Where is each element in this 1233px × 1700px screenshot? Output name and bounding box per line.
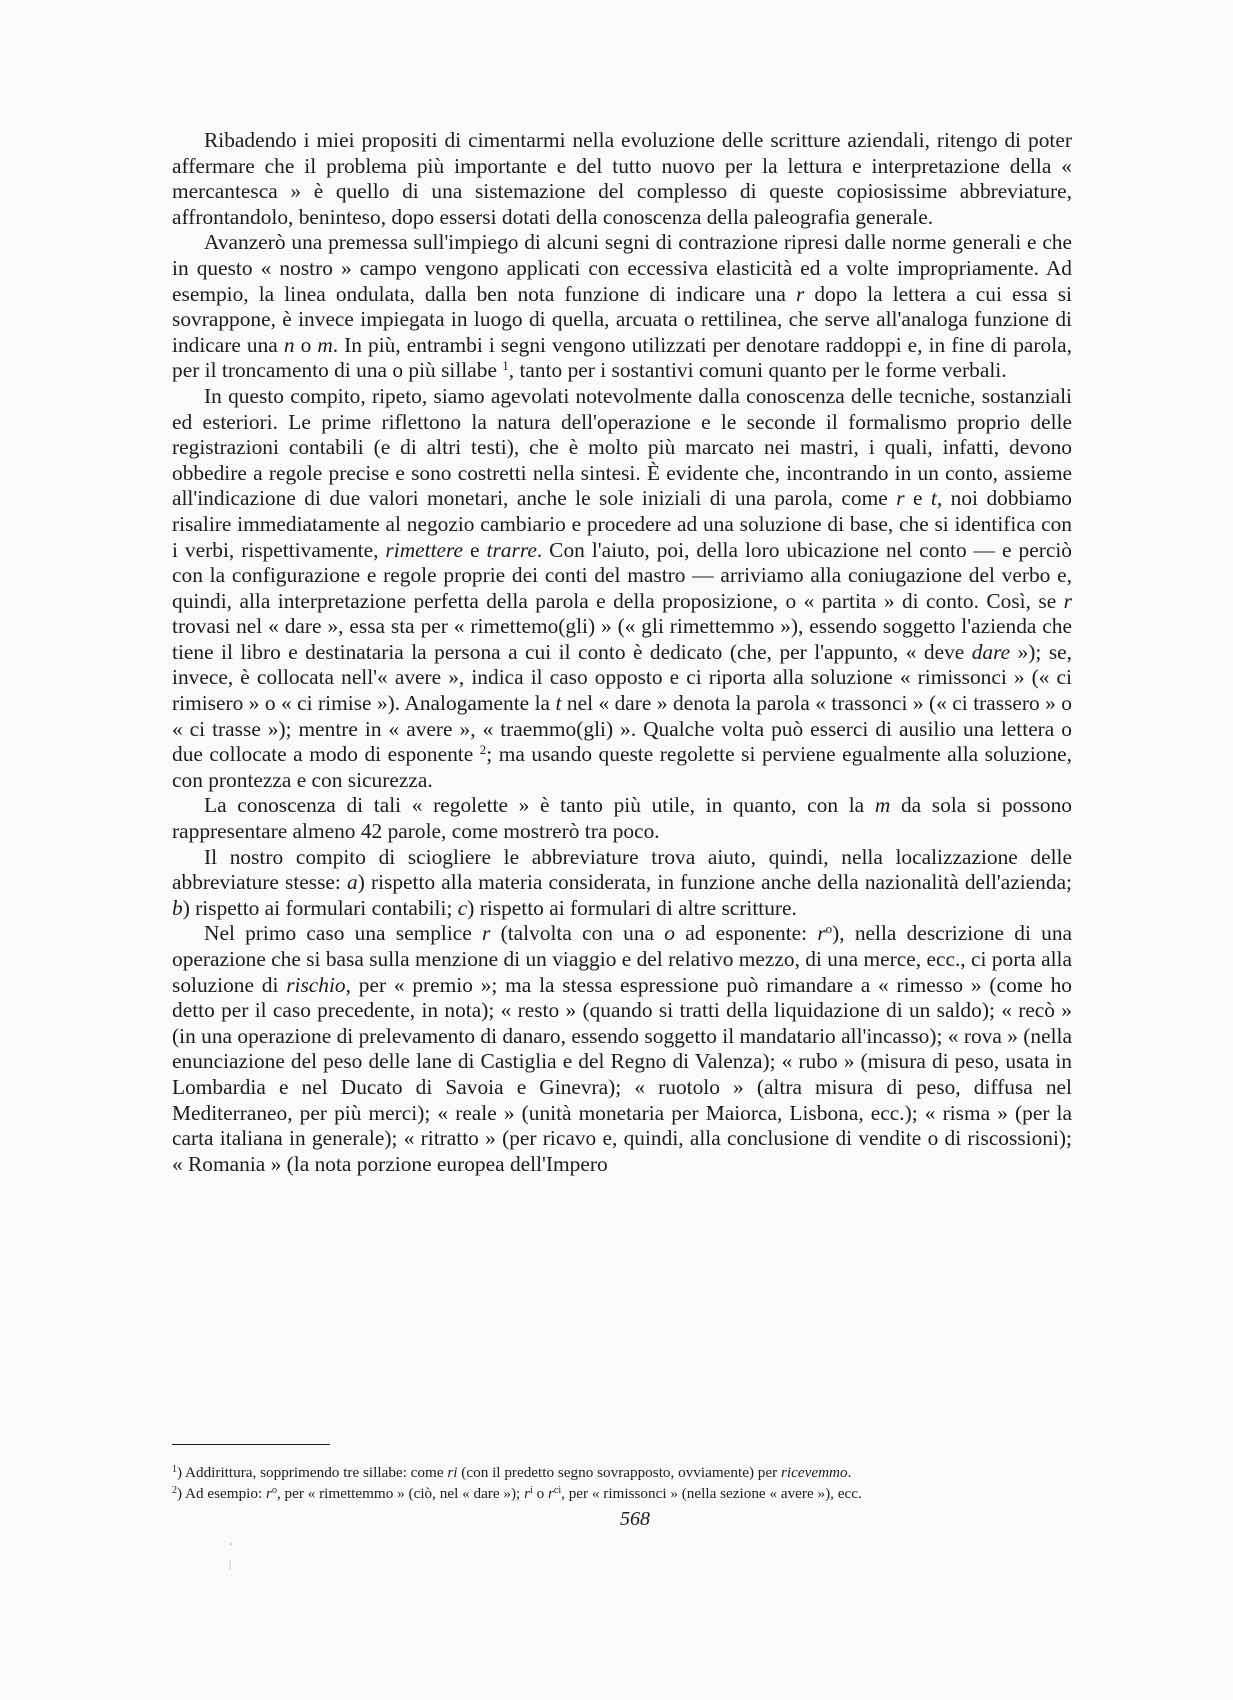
italic-text: t: [930, 486, 937, 511]
paragraph: Nel primo caso una semplice r (talvolta con una o ad esponente: $r^o$), nella descrizione di una operazione che si basa sulla menzione di un viaggio e del relativo mezzo, di una merce, ecc., ci porta alla soluzione di rischio, per « premio »; ma la stessa espressione può rimandare a « rimesso » (come ho detto per il caso precedente, in nota); « resto » (quando si tratti della liquidazione di un saldo); « recò » (in una operazione di prelevamento di danaro, essendo soggetto il mandatario all'incasso); « rova » (nella enunciazione del peso delle lane di Castiglia e del Regno di Valenza); « rubo » (misura di peso, usata in Lombardia e nel Ducato di Savoia e Ginevra); « ruotolo » (altra misura di peso, diffusa nel Mediterraneo, per più merci); « reale » (unità monetaria per Maiorca, Lisbona, ecc.); « risma » (per la carta italiana in generale); « ritratto » (per ricavo e, quindi, alla conclusione di vendite o di riscossioni); « Romania » (la nota porzione europea dell'Impero: [172, 921, 1073, 1176]
superscript: 1: [172, 1464, 177, 1475]
footnote-divider: [172, 1444, 330, 1445]
italic-text: r: [266, 1485, 272, 1502]
body-text: [172, 128, 1072, 1177]
footnote: $^1$) Addirittura, sopprimendo tre sillabe: come ri (con il predetto segno sovrapposto, ovviamente) per ricevemmo.: [172, 1464, 852, 1481]
italic-text: r: [896, 486, 905, 511]
italic-text: n: [283, 332, 295, 357]
italic-text: r: [817, 921, 826, 946]
italic-text: r: [547, 1485, 554, 1502]
italic-text: trarre: [486, 537, 537, 562]
superscript: o: [271, 1485, 277, 1496]
italic-text: r: [1063, 588, 1072, 613]
italic-text: rischio: [286, 972, 346, 997]
paragraph: Ribadendo i miei propositi di cimentarmi nella evoluzione delle scritture aziendali, ritengo di poter affermare che il problema più importante e del tutto nuovo per la lettura e interpretazione della « mercantesca » è quello di una sistemazione del complesso di queste copiosissime abbreviature, affrontandolo, beninteso, dopo essersi dotati della conoscenza della paleografia generale.: [172, 128, 1072, 229]
italic-text: t: [555, 691, 562, 716]
italic-text: m: [874, 793, 891, 818]
superscript: 1: [502, 358, 509, 374]
italic-text: r: [482, 921, 491, 946]
italic-text: o: [664, 921, 675, 946]
paragraph: Avanzerò una premessa sull'impiego di alcuni segni di contrazione ripresi dalle norme generali e che in questo « nostro » campo vengono applicati con eccessiva elasticità ed a volte impropriamente. Ad esempio, la linea ondulata, dalla ben nota funzione di indicare una r dopo la lettera a cui essa si sovrappone, è invece impiegata in luogo di quella, arcuata o rettilinea, che serve all'analoga funzione di indicare una n o m. In più, entrambi i segni vengono utilizzati per denotare raddoppi e, in fine di parola, per il troncamento di una o più sillabe $^1$, tanto per i sostantivi comuni quanto per le forme verbali.: [172, 230, 1073, 383]
superscript: o: [825, 921, 833, 937]
paragraph: Il nostro compito di sciogliere le abbreviature trova aiuto, quindi, nella localizzazione delle abbreviature stesse: a) rispetto alla materia considerata, in funzione anche della nazionalità dell'azienda; b) rispetto ai formulari contabili; c) rispetto ai formulari di altre scritture.: [172, 844, 1073, 920]
footnote: $^2$) Ad esempio: $r^o$, per « rimettemmo » (ciò, nel « dare »); $r^i$ o $r^{ci}$, per « rimissonci » (nella sezione « avere »), ecc.: [172, 1485, 862, 1502]
italic-text: r: [524, 1485, 530, 1502]
paper-specks: [225, 1540, 245, 1580]
italic-text: m: [317, 332, 333, 357]
footnotes: [172, 1462, 1072, 1504]
italic-text: rimettere: [385, 537, 464, 562]
superscript: 2: [479, 742, 487, 758]
italic-text: c: [457, 895, 468, 920]
italic-text: a: [347, 870, 358, 895]
superscript: 2: [172, 1485, 177, 1496]
paragraph: In questo compito, ripeto, siamo agevolati notevolmente dalla conoscenza delle tecniche, sostanziali ed esteriori. Le prime riflettono la natura dell'operazione e le seconde il formalismo proprio delle registrazioni contabili (e di altri testi), che è molto più marcato nei mastri, i quali, infatti, devono obbedire a regole precise e sono costretti nella sintesi. È evidente che, incontrando in un conto, assieme all'indicazione di due valori monetari, anche le sole iniziali di una parola, come r e t, noi dobbiamo risalire immediatamente al negozio cambiario e procedere ad una soluzione di base, che si identifica con i verbi, rispettivamente, rimettere e trarre. Con l'aiuto, poi, della loro ubicazione nel conto — e perciò con la configurazione e regole proprie dei conti del mastro — arriviamo alla coniugazione del verbo e, quindi, alla interpretazione perfetta della parola e della proposizione, o « partita » di conto. Così, se r trovasi nel « dare », essa sta per « rimettemo(gli) » (« gli rimettemmo »), essendo soggetto l'azienda che tiene il libro e destinataria la persona a cui il conto è dedicato (che, per l'appunto, « deve dare »); se, invece, è collocata nell'« avere », indica il caso opposto e ci riporta alla soluzione « rimissonci » (« ci rimisero » o « ci rimise »). Analogamente la t nel « dare » denota la parola « trassonci » (« ci trassero » o « ci trasse »); mentre in « avere », « traemmo(gli) ». Qualche volta può esserci di ausilio una lettera o due collocate a modo di esponente $^2$; ma usando queste regolette si perviene egualmente alla soluzione, con prontezza e con sicurezza.: [172, 383, 1073, 792]
paragraph: La conoscenza di tali « regolette » è tanto più utile, in quanto, con la m da sola si possono rappresentare almeno 42 parole, come mostrerò tra poco.: [172, 793, 1072, 844]
italic-text: b: [172, 895, 183, 920]
superscript: ci: [553, 1485, 562, 1496]
italic-text: dare: [971, 639, 1011, 664]
page-number: 568: [620, 1508, 650, 1530]
italic-text: ricevemmo: [781, 1464, 848, 1481]
italic-text: r: [795, 281, 805, 306]
italic-text: ri: [447, 1464, 458, 1481]
superscript: i: [530, 1485, 533, 1496]
